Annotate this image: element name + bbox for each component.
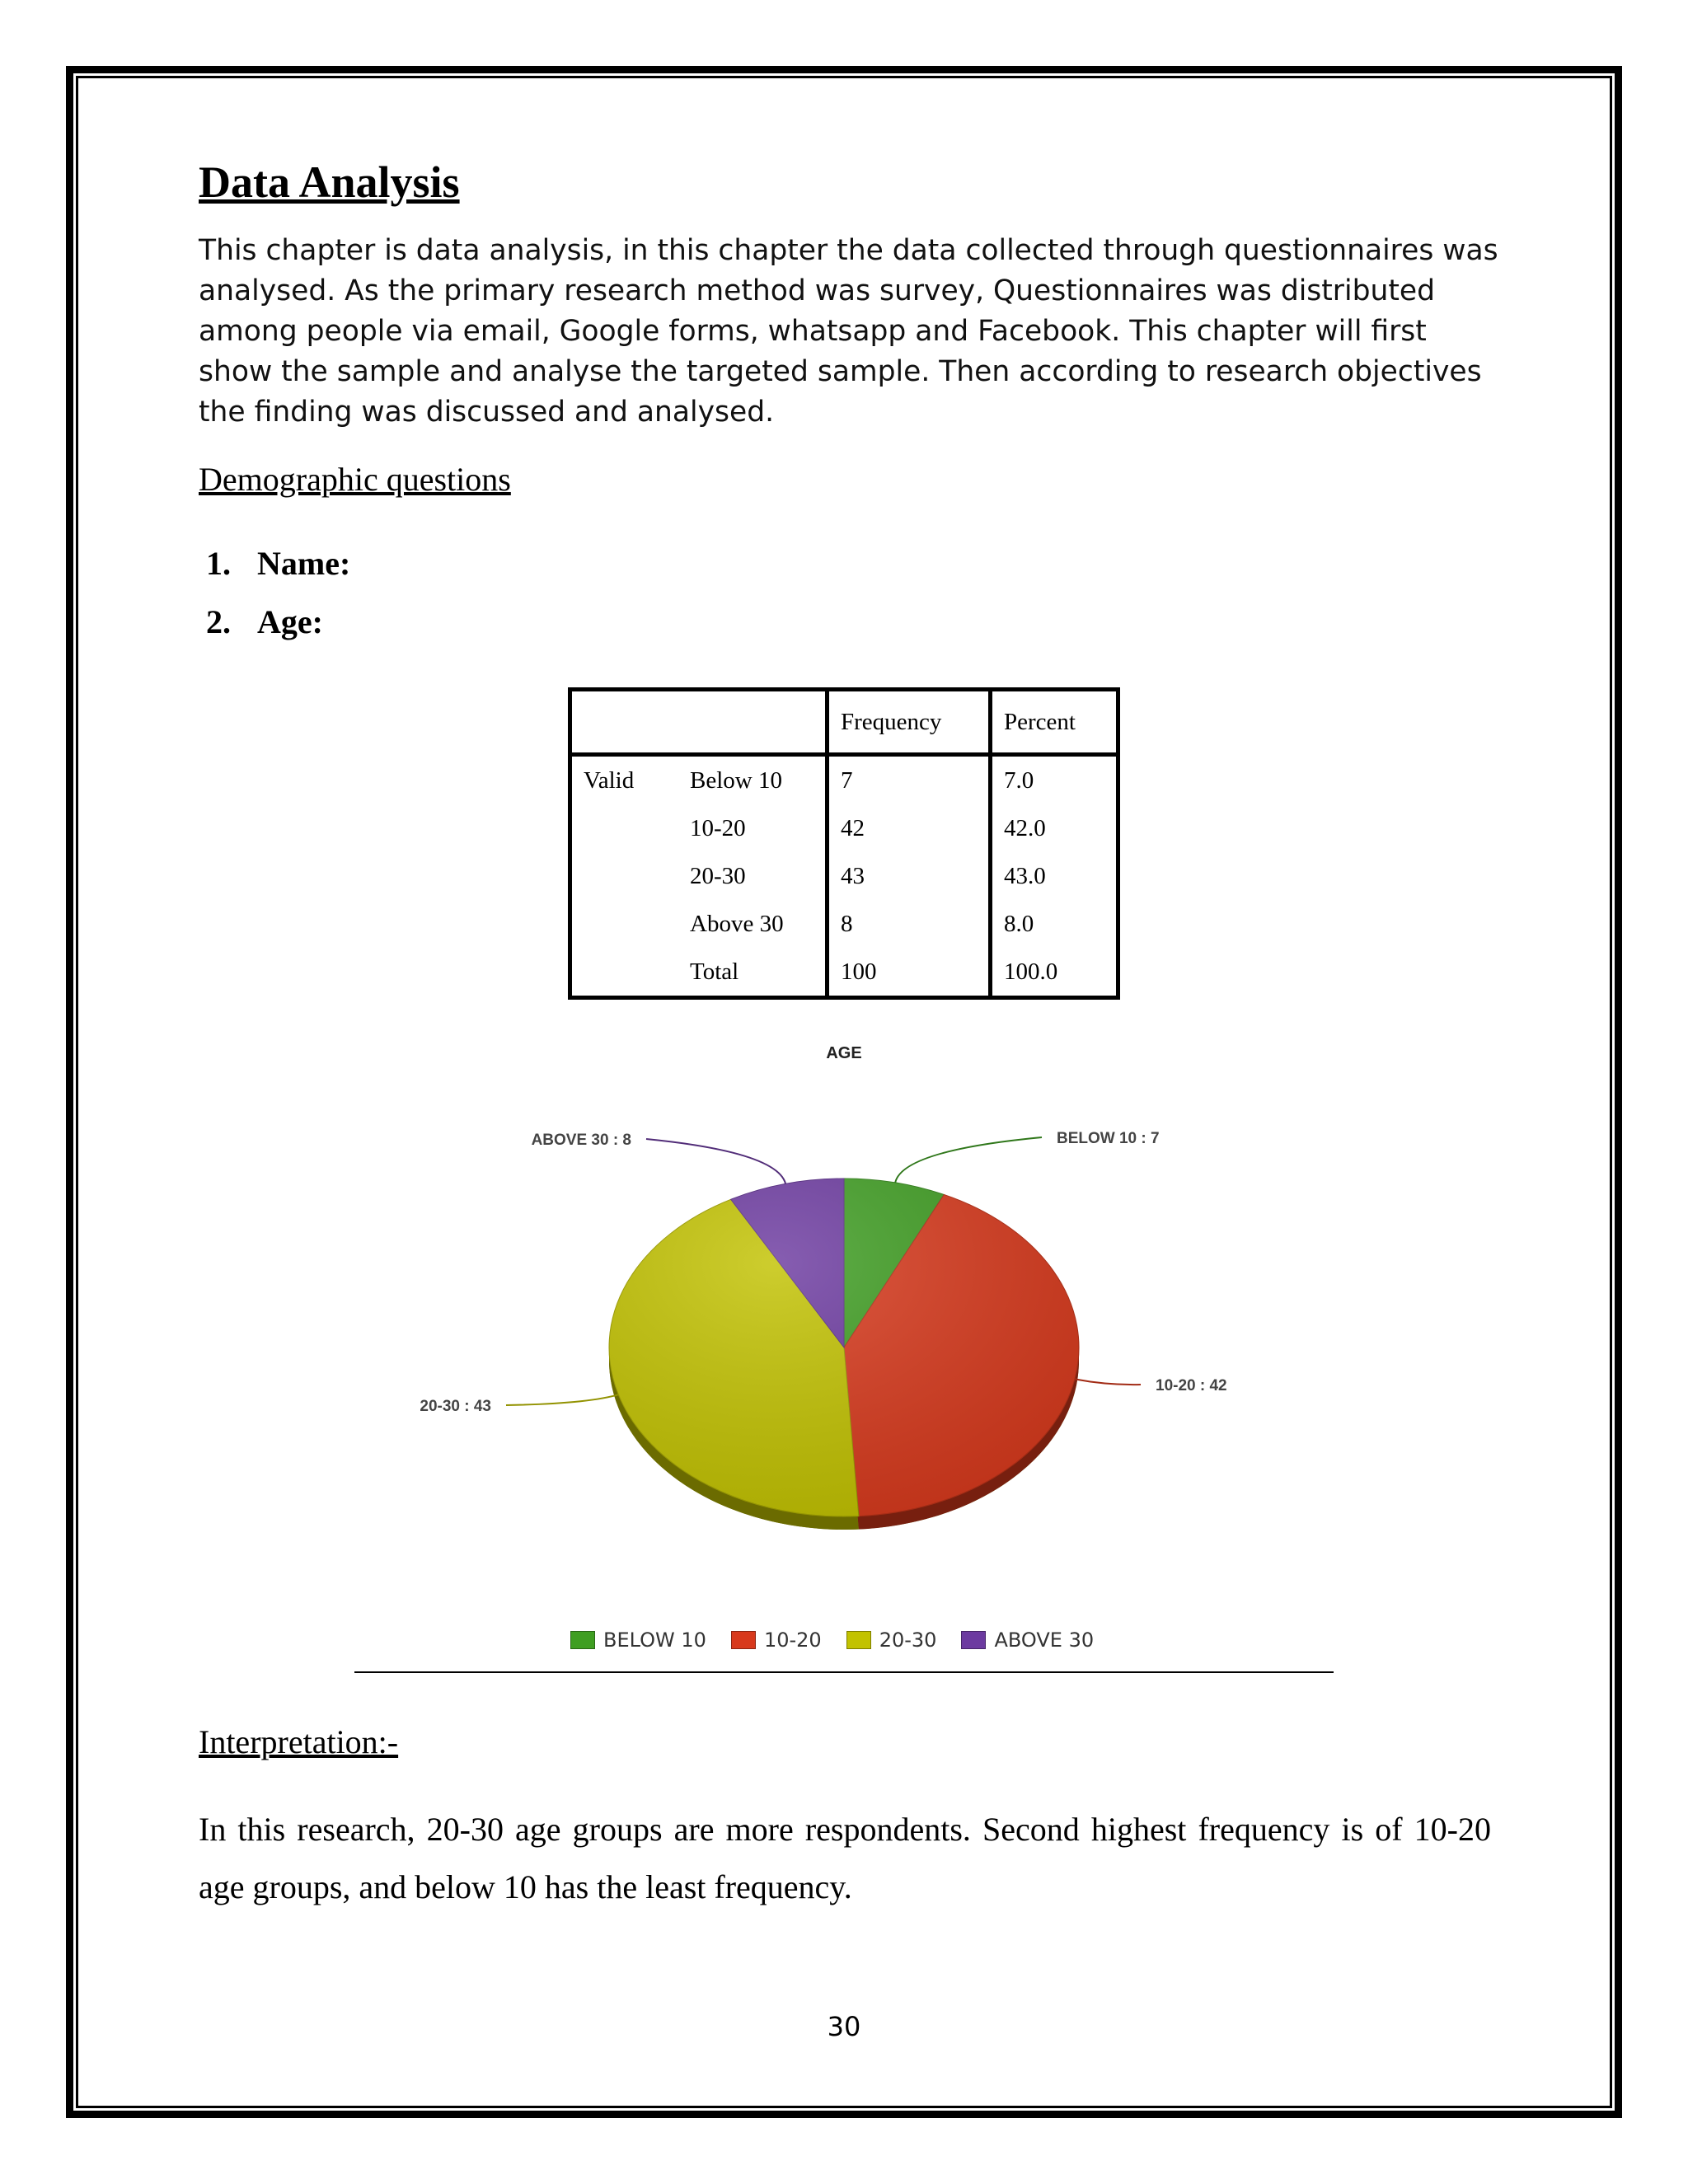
table-header-row — [570, 690, 1118, 755]
question-label: Name: — [257, 545, 351, 582]
table-cell-frequency: 7 — [828, 755, 991, 805]
demographic-heading: Demographic questions — [199, 461, 511, 498]
table-cell-frequency: 43 — [828, 852, 991, 900]
chart-legend — [570, 1629, 1118, 1652]
section-divider — [354, 1671, 1334, 1673]
legend-item — [961, 1629, 1094, 1652]
table-row-label: 10-20 — [690, 814, 746, 841]
table-cell-percent: 7.0 — [991, 755, 1118, 805]
table-row — [570, 755, 1118, 805]
question-item-name — [206, 544, 350, 602]
legend-label: BELOW 10 — [603, 1629, 706, 1652]
pie-slice-label-20-30: 20-30 : 43 — [420, 1398, 491, 1415]
legend-label: ABOVE 30 — [994, 1629, 1095, 1652]
table-row — [570, 900, 1118, 948]
table-row-label: Above 30 — [690, 910, 784, 937]
legend-item — [570, 1629, 706, 1652]
table-cell-frequency: 8 — [828, 900, 991, 948]
question-list — [206, 544, 350, 661]
age-frequency-table — [568, 687, 1120, 1000]
age-pie-chart — [420, 1030, 1236, 1566]
legend-swatch — [961, 1631, 986, 1649]
question-number: 2. — [206, 603, 231, 640]
page-number: 30 — [827, 2011, 861, 2042]
table-cell-percent: 8.0 — [991, 900, 1118, 948]
question-item-age — [206, 602, 350, 661]
legend-item — [846, 1629, 937, 1652]
question-number: 1. — [206, 545, 231, 582]
interpretation-heading: Interpretation:- — [199, 1723, 399, 1760]
table-group-label: Valid — [584, 766, 635, 794]
table-cell-frequency: 100 — [828, 948, 991, 998]
table-row-label: Total — [690, 958, 739, 985]
table-row — [570, 804, 1118, 852]
table-row-label: 20-30 — [690, 862, 746, 889]
table-row-label: Below 10 — [690, 766, 782, 794]
table-cell-percent: 43.0 — [991, 852, 1118, 900]
pie-leader-line — [506, 1394, 618, 1405]
table-cell-frequency: 42 — [828, 804, 991, 852]
legend-swatch — [846, 1631, 871, 1649]
legend-label: 10-20 — [763, 1629, 822, 1652]
question-label: Age: — [257, 603, 323, 640]
pie-slice-label-below-10: BELOW 10 : 7 — [1057, 1130, 1160, 1147]
table-row — [570, 948, 1118, 998]
table-header-cell — [690, 690, 828, 755]
table-header-percent: Percent — [991, 690, 1118, 755]
pie-slice-label-above-30: ABOVE 30 : 8 — [531, 1132, 631, 1149]
interpretation-text: In this research, 20-30 age groups are more respondents. Second highest frequency is of 10-20 age groups, and below 10 has the least frequency. — [199, 1811, 1491, 1905]
table-cell-percent: 42.0 — [991, 804, 1118, 852]
page-title: Data Analysis — [199, 157, 460, 207]
pie-slice-label-10-20: 10-20 : 42 — [1156, 1377, 1227, 1394]
legend-swatch — [570, 1631, 595, 1649]
legend-item — [731, 1629, 822, 1652]
pie-leader-line — [895, 1137, 1042, 1183]
pie-leader-line — [1075, 1379, 1141, 1385]
pie-slices — [609, 1179, 1079, 1516]
chart-title: AGE — [826, 1044, 862, 1062]
legend-label: 20-30 — [879, 1629, 937, 1652]
table-header-frequency: Frequency — [828, 690, 991, 755]
table-header-cell — [570, 690, 691, 755]
intro-paragraph: This chapter is data analysis, in this chapter the data collected through questionnaires was analysed. As the primary research method was survey, Questionnaires was distributed among people via email, Google forms, whatsapp and Facebook. This chapter will first show the sample and analyse the targeted sample. Then according to research objectives the finding was discussed and analysed. — [199, 234, 1498, 429]
pie-leader-line — [646, 1139, 785, 1183]
legend-swatch — [731, 1631, 756, 1649]
table-row — [570, 852, 1118, 900]
table-cell-percent: 100.0 — [991, 948, 1118, 998]
